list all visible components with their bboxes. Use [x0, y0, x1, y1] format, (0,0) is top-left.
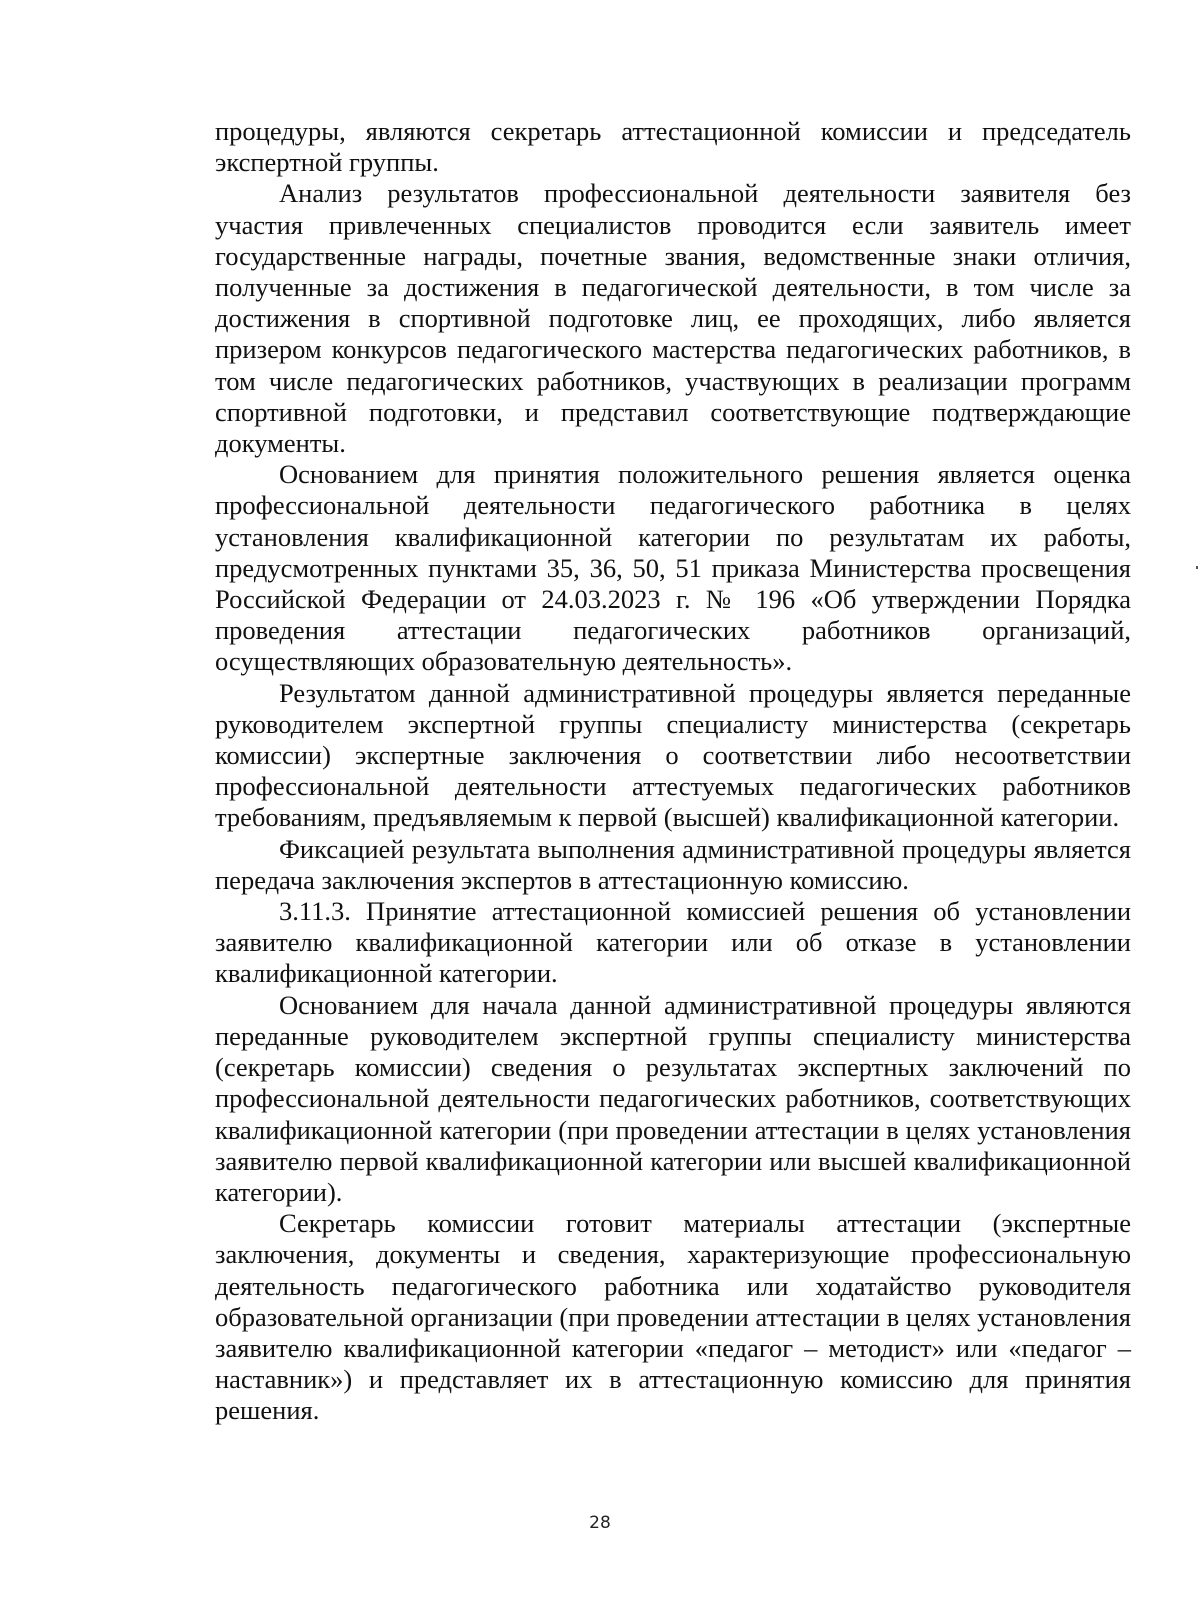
- paragraph-basis-start: Основанием для начала данной административной процедуры являются переданные руководителем экспертной группы специалисту министерства (секретарь комиссии) сведения о результатах экспертных заключений по профессиональной деятельности педагогических работников, соответствующих квалификационной категории (при проведении аттестации в целях установления заявителю первой квалификационной категории или высшей квалификационной категории).: [215, 989, 1131, 1207]
- document-body: [215, 116, 1131, 1427]
- paragraph-secretary-materials: Секретарь комиссии готовит материалы аттестации (экспертные заключения, документы и сведения, характеризующие профессиональную деятельность педагогического работника или ходатайство руководителя образовательной организации (при проведении аттестации в целях установления заявителю квалификационной категории «педагог – методист» или «педагог – наставник») и представляет их в аттестационную комиссию для принятия решения.: [215, 1208, 1131, 1426]
- scan-artifact: [1196, 566, 1198, 569]
- page-number: 28: [589, 1513, 611, 1533]
- paragraph-result-fixation: Фиксацией результата выполнения административной процедуры является передача заключения экспертов в аттестационную комиссию.: [215, 833, 1131, 895]
- paragraph-section-3-11-3: 3.11.3. Принятие аттестационной комиссией решения об установлении заявителю квалификационной категории или об отказе в установлении квалификационной категории.: [215, 896, 1131, 989]
- paragraph-analysis: Анализ результатов профессиональной деятельности заявителя без участия привлеченных специалистов проводится если заявитель имеет государственные награды, почетные звания, ведомственные знаки отличия, полученные за достижения в педагогической деятельности, в том числе за достижения в спортивной подготовке лиц, ее проходящих, либо является призером конкурсов педагогического мастерства педагогических работников, в том числе педагогических работников, участвующих в реализации программ спортивной подготовки, и представил соответствующие подтверждающие документы.: [215, 178, 1131, 459]
- paragraph-basis-positive-decision: Основанием для принятия положительного решения является оценка профессиональной деятельности педагогического работника в целях установления квалификационной категории по результатам их работы, предусмотренных пунктами 35, 36, 50, 51 приказа Министерства просвещения Российской Федерации от 24.03.2023 г. № 196 «Об утверждении Порядка проведения аттестации педагогических работников организаций, осуществляющих образовательную деятельность».: [215, 459, 1131, 677]
- paragraph-continuation: процедуры, являются секретарь аттестационной комиссии и председатель экспертной группы.: [215, 116, 1131, 178]
- paragraph-procedure-result: Результатом данной административной процедуры является переданные руководителем экспертной группы специалисту министерства (секретарь комиссии) экспертные заключения о соответствии либо несоответствии профессиональной деятельности аттестуемых педагогических работников требованиям, предъявляемым к первой (высшей) квалификационной категории.: [215, 677, 1131, 833]
